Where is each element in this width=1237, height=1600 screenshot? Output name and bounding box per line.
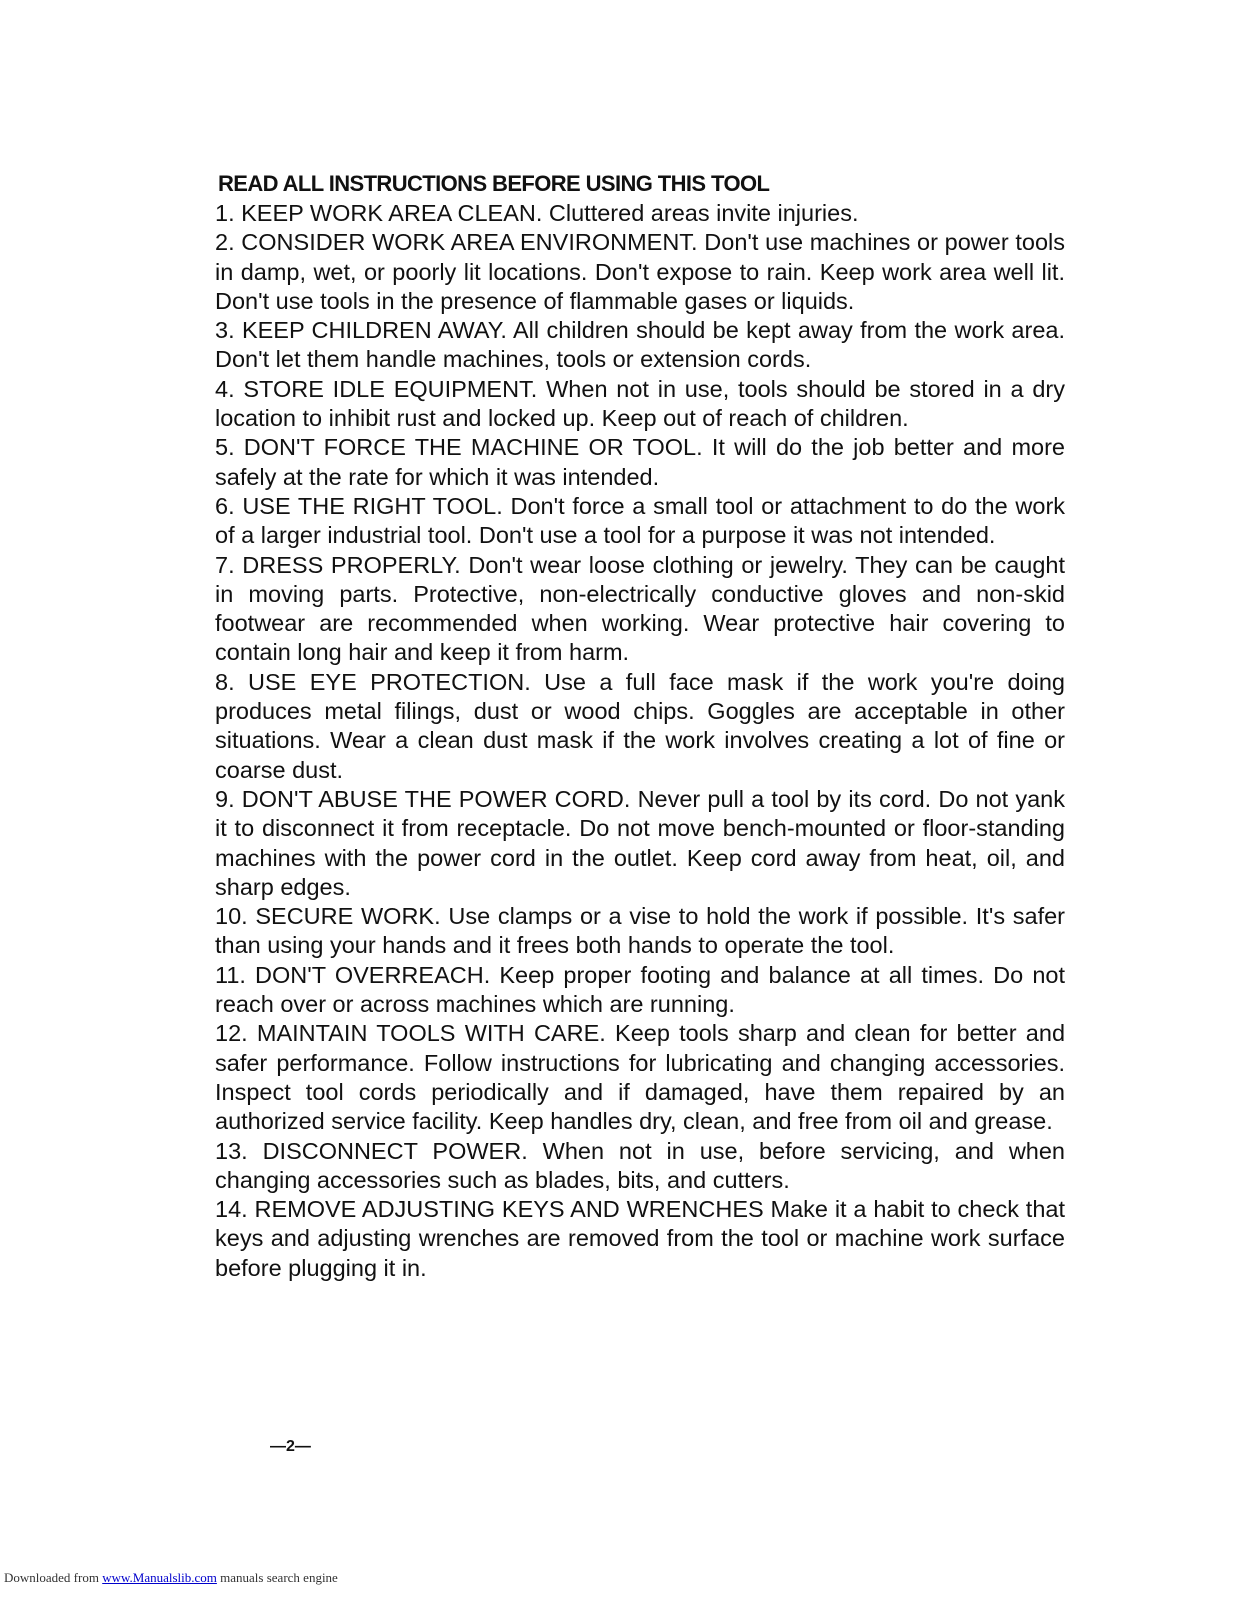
instruction-item: [215, 668, 1065, 785]
safety-instructions-list: [215, 199, 1065, 1283]
instruction-text: Cluttered areas invite injuries.: [548, 200, 859, 226]
instruction-title: 13. DISCONNECT POWER.: [215, 1137, 528, 1164]
instruction-text: When not in use, before servicing, and when changing accessories such as blades, bits, and cutters.: [215, 1137, 1066, 1193]
footer-prefix: Downloaded from: [4, 1570, 103, 1585]
instruction-title: 6. USE THE RIGHT TOOL.: [215, 492, 503, 519]
instruction-item: [215, 902, 1065, 961]
instruction-title: 14. REMOVE ADJUSTING KEYS AND WRENCHES: [215, 1196, 764, 1223]
instruction-text: Use clamps or a vise to hold the work if possible. It's safer than using your hands and it frees both hands to operate the tool.: [215, 903, 1066, 959]
instruction-title: 4. STORE IDLE EQUIPMENT.: [215, 375, 538, 402]
instruction-item: [215, 1195, 1065, 1283]
instruction-title: 1. KEEP WORK AREA CLEAN.: [215, 200, 543, 226]
instruction-item: [215, 551, 1065, 668]
page-heading: READ ALL INSTRUCTIONS BEFORE USING THIS TOOL: [218, 171, 770, 196]
instruction-text: It will do the job better and more safely at the rate for which it was intended.: [215, 434, 1066, 490]
instruction-title: 8. USE EYE PROTECTION.: [215, 668, 531, 695]
instruction-item: [215, 1019, 1065, 1136]
instruction-text: Make it a habit to check that keys and adjusting wrenches are removed from the tool or machine work surface before plugging it in.: [215, 1196, 1065, 1281]
instruction-text: Never pull a tool by its cord. Do not yank it to disconnect it from receptacle. Do not move bench-mounted or floor-standing machines with the power cord in the outlet. Keep cord away from heat, oil, and sharp edges.: [215, 785, 1065, 900]
instruction-text: Keep proper footing and balance at all times. Do not reach over or across machines which are running.: [215, 961, 1065, 1018]
instruction-text: Use a full face mask if the work you're doing produces metal filings, dust or wood chips. Goggles are acceptable in other situations. Wear a clean dust mask if the work involves creating a lot of fine or coarse dust.: [215, 668, 1066, 783]
instruction-title: 10. SECURE WORK.: [215, 903, 441, 930]
page-number: —2—: [270, 1438, 311, 1455]
instruction-text: When not in use, tools should be stored in a dry location to inhibit rust and locked up. Keep out of reach of children.: [215, 375, 1066, 432]
instruction-title: 12. MAINTAIN TOOLS WITH CARE.: [215, 1020, 606, 1047]
instruction-title: 2. CONSIDER WORK AREA ENVIRONMENT.: [215, 229, 698, 256]
instruction-item: [215, 961, 1065, 1020]
instruction-title: 9. DON'T ABUSE THE POWER CORD.: [215, 785, 631, 812]
instruction-item: [215, 1137, 1065, 1196]
instruction-item: [215, 199, 1065, 228]
manualslib-link[interactable]: www.Manualslib.com: [102, 1570, 217, 1585]
instruction-item: [215, 785, 1065, 902]
footer-suffix: manuals search engine: [216, 1570, 338, 1585]
instruction-title: 11. DON'T OVERREACH.: [215, 961, 491, 988]
instruction-item: [215, 316, 1065, 375]
instruction-title: 3. KEEP CHILDREN AWAY.: [215, 317, 507, 344]
instruction-item: [215, 433, 1065, 492]
instruction-item: [215, 492, 1065, 551]
instruction-text: All children should be kept away from the work area. Don't let them handle machines, tools or extension cords.: [215, 317, 1065, 373]
instruction-text: Keep tools sharp and clean for better and safer performance. Follow instructions for lubricating and changing accessories. Inspect tool cords periodically and if damaged, have them repaired by an authorized service facility. Keep handles dry, clean, and free from oil and grease.: [215, 1020, 1066, 1135]
instruction-text: Don't force a small tool or attachment to do the work of a larger industrial tool. Don't use a tool for a purpose it was not intended.: [215, 492, 1066, 549]
instruction-title: 7. DRESS PROPERLY.: [215, 551, 461, 578]
instruction-item: [215, 228, 1065, 316]
instruction-text: Don't use machines or power tools in damp, wet, or poorly lit locations. Don't expose to rain. Keep work area well lit. Don't use tools in the presence of flammable gases or liquids.: [215, 229, 1065, 314]
instruction-item: [215, 375, 1065, 434]
instruction-title: 5. DON'T FORCE THE MACHINE OR TOOL.: [215, 434, 703, 461]
download-footer: [4, 1570, 338, 1586]
instruction-text: Don't wear loose clothing or jewelry. They can be caught in moving parts. Protective, non-electrically conductive gloves and non-skid footwear are recommended when working. Wear protective hair covering to contain long hair and keep it from harm.: [215, 551, 1065, 666]
